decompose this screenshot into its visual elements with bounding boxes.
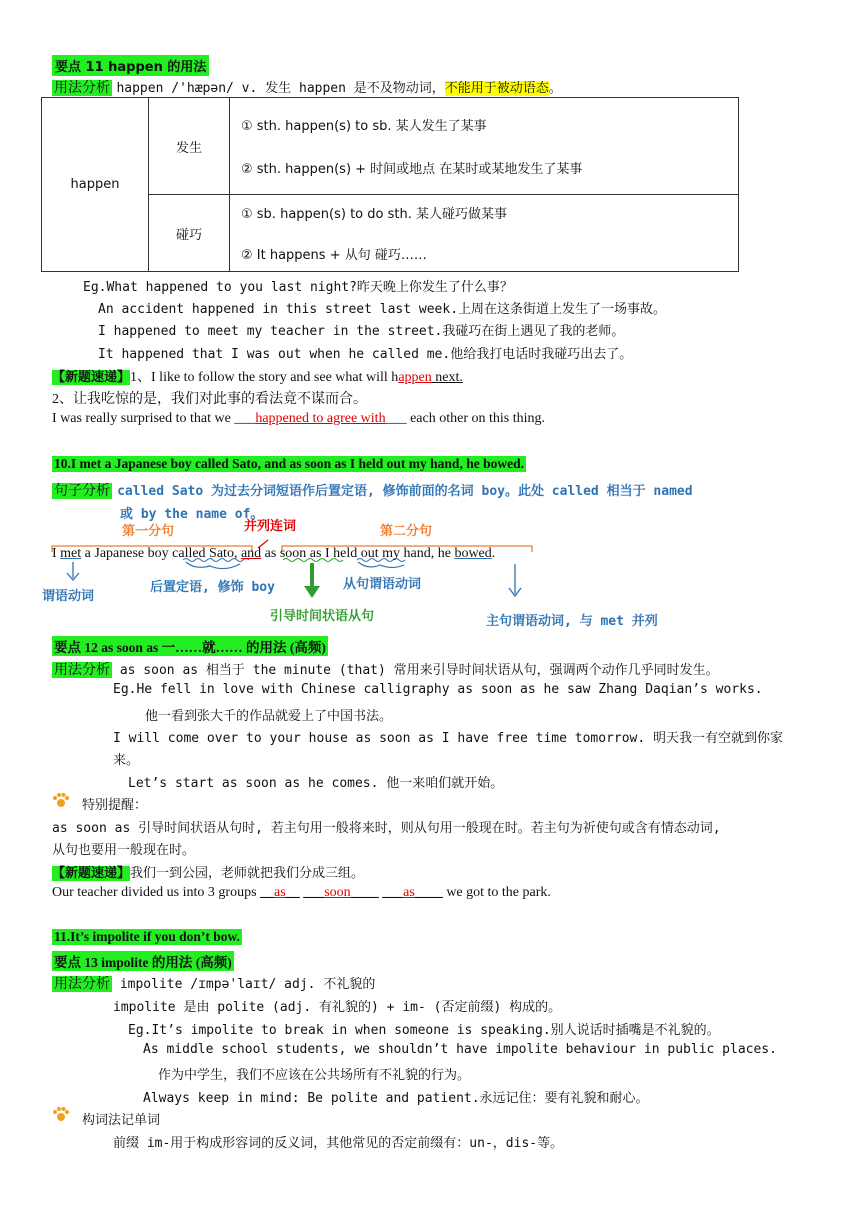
example-line: 他一看到张大千的作品就爱上了中国书法。	[145, 709, 393, 724]
wave-subpredicate	[358, 562, 404, 568]
example-line: I happened to meet my teacher in the street.我碰巧在街上遇见了我的老师。	[98, 324, 625, 339]
table-usage-4: ② It happens + 从句 碰巧……	[241, 248, 427, 263]
example-line: Let’s start as soon as he comes. 他一来咱们就开始。	[128, 776, 504, 791]
paw-icon	[52, 1106, 70, 1122]
exercise-answer: happened to agree with	[255, 411, 386, 426]
section-heading-as-soon-as: 要点 12 as soon as 一……就…… 的用法 (高频)	[52, 636, 328, 656]
usage-tag: 用法分析	[54, 662, 110, 678]
exercise-text: ___ each other on this thing.	[385, 411, 545, 426]
usage-definition: impolite /ɪmpə'laɪt/ adj. 不礼貌的	[112, 977, 376, 992]
label-time-clause: 引导时间状语从句	[270, 609, 375, 624]
section-heading-sentence: 10.I met a Japanese boy called Sato, and as soon as I held out my hand, he bowed.	[54, 456, 524, 471]
exercise-text: we got to the park.	[442, 885, 551, 900]
usage-highlight: 不能用于被动语态	[444, 81, 549, 96]
exercise-text: next.	[431, 370, 463, 385]
new-question-tag: 【新题速递】	[52, 370, 131, 385]
example-line: Eg.He fell in love with Chinese calligraphy as soon as he saw Zhang Daqian’s works.	[113, 682, 763, 697]
sentence-part: .	[491, 546, 496, 561]
tip-line: 从句也要用一般现在时。	[52, 843, 196, 858]
exercise-text: Our teacher divided us into 3 groups	[52, 885, 261, 900]
exercise-answer: as	[403, 885, 415, 900]
tip-line: 前缀 im-用于构成形容词的反义词，其他常见的否定前缀有：un-，dis-等。	[113, 1136, 564, 1151]
exercise-text: 我们一到公园，老师就把我们分成三组。	[130, 866, 365, 881]
label-subpredicate: 从句谓语动词	[343, 577, 422, 592]
wave-attribute	[186, 562, 240, 569]
section-heading-impolite: 要点 13 impolite 的用法 (高频)	[52, 951, 234, 971]
example-line: Always keep in mind: Be polite and patient.永远记住：要有礼貌和耐心。	[143, 1091, 649, 1106]
table-usage-3: ① sb. happen(s) to do sth. 某人碰巧做某事	[241, 207, 507, 222]
analysis-tag: 句子分析	[54, 483, 110, 499]
table-word: happen	[70, 177, 120, 192]
exercise-text: 1、I like to follow the story and see what will h	[130, 370, 399, 385]
label-attribute: 后置定语, 修饰 boy	[150, 580, 275, 595]
table-sense-1: 发生	[175, 140, 202, 156]
analysis-text: called Sato 为过去分词短语作后置定语, 修饰前面的名词 boy。此处 called 相当于 named	[117, 484, 693, 499]
sentence-part: ,	[233, 546, 241, 561]
label-predicate: 谓语动词	[42, 589, 95, 604]
section-heading-impolite-sentence: 11.It’s impolite if you don’t bow.	[54, 929, 240, 944]
table-usage-2: ② sth. happen(s) + 时间或地点 在某时或某地发生了某事	[241, 162, 583, 177]
exercise-text: I was really surprised to that we ___	[52, 411, 256, 426]
example-line: Eg.What happened to you last night?昨天晚上你发生了什么事？	[83, 280, 513, 295]
sentence-part-and: and	[240, 546, 262, 561]
exercise-answer: soon	[324, 885, 351, 900]
usage-line-impolite	[52, 973, 375, 993]
sentence-part: I	[52, 546, 61, 561]
paw-icon	[52, 792, 70, 808]
analyzed-sentence	[52, 546, 495, 562]
example-line: It happened that I was out when he called me.他给我打电话时我碰巧出去了。	[98, 347, 633, 362]
sentence-part-called: called Sato	[172, 546, 234, 561]
sentence-part-as-soon-as: as soon as	[264, 546, 322, 561]
sentence-part-bowed: bowed	[454, 546, 492, 561]
usage-definition: happen /'hæpən/ v. 发生 happen 是不及物动词，	[116, 81, 445, 96]
sentence-part: I held out my hand, he	[321, 546, 455, 561]
tip-title: 特别提醒：	[82, 798, 148, 813]
exercise-answer: as	[274, 885, 286, 900]
example-line: 作为中学生，我们不应该在公共场所有不礼貌的行为。	[158, 1068, 471, 1083]
usage-end: 。	[548, 81, 562, 96]
exercise-as-soon-as: Our teacher divided us into 3 groups __as__ ___soon____ ___as____ we got to the park.	[52, 885, 551, 900]
example-line: As middle school students, we shouldn’t have impolite behaviour in public places.	[143, 1042, 777, 1057]
exercise-answer: appen	[398, 370, 432, 385]
example-line: 来。	[113, 753, 140, 768]
new-question-tag: 【新题速递】	[52, 866, 131, 881]
usage-tag: 用法分析	[54, 976, 110, 992]
usage-tag: 用法分析	[54, 80, 110, 96]
example-line: I will come over to your house as soon as I have free time tomorrow. 明天我一有空就到你家	[113, 731, 784, 746]
example-line: Eg.It’s impolite to break in when someone is speaking.别人说话时插嘴是不礼貌的。	[128, 1023, 720, 1038]
table-usage-1: ① sth. happen(s) to sb. 某人发生了某事	[241, 119, 487, 134]
analysis-text-2: 或 by the name of。	[120, 507, 264, 522]
exercise-happen-2: 2、让我吃惊的是，我们对此事的看法竟不谋而合。	[52, 392, 367, 407]
sentence-part-met: met	[60, 546, 82, 561]
label-second-clause: 第二分句	[380, 524, 433, 539]
table-sense-2: 碰巧	[175, 227, 202, 243]
tip-title: 构词法记单词	[82, 1113, 161, 1128]
example-line: An accident happened in this street last week.上周在这条街道上发生了一场事故。	[98, 302, 667, 317]
usage-line-as-soon-as	[52, 659, 719, 679]
word-formation: impolite 是由 polite (adj. 有礼貌的) + im- (否定前缀) 构成的。	[113, 1000, 562, 1015]
label-first-clause: 第一分句	[122, 524, 175, 539]
tip-line: as soon as 引导时间状语从句时, 若主句用一般将来时，则从句用一般现在时。若主句为祈使句或含有情态动词,	[52, 821, 721, 836]
label-main-predicate: 主句谓语动词, 与 met 并列	[486, 614, 658, 629]
sentence-part: a Japanese boy	[81, 546, 173, 561]
exercise-as-soon-as-cn	[52, 862, 364, 882]
section-heading-happen: 要点 11 happen 的用法	[52, 55, 209, 76]
usage-definition: as soon as 相当于 the minute (that) 常用来引导时间状语从句，强调两个动作几乎同时发生。	[112, 663, 719, 678]
label-conjunction: 并列连词	[244, 519, 297, 534]
